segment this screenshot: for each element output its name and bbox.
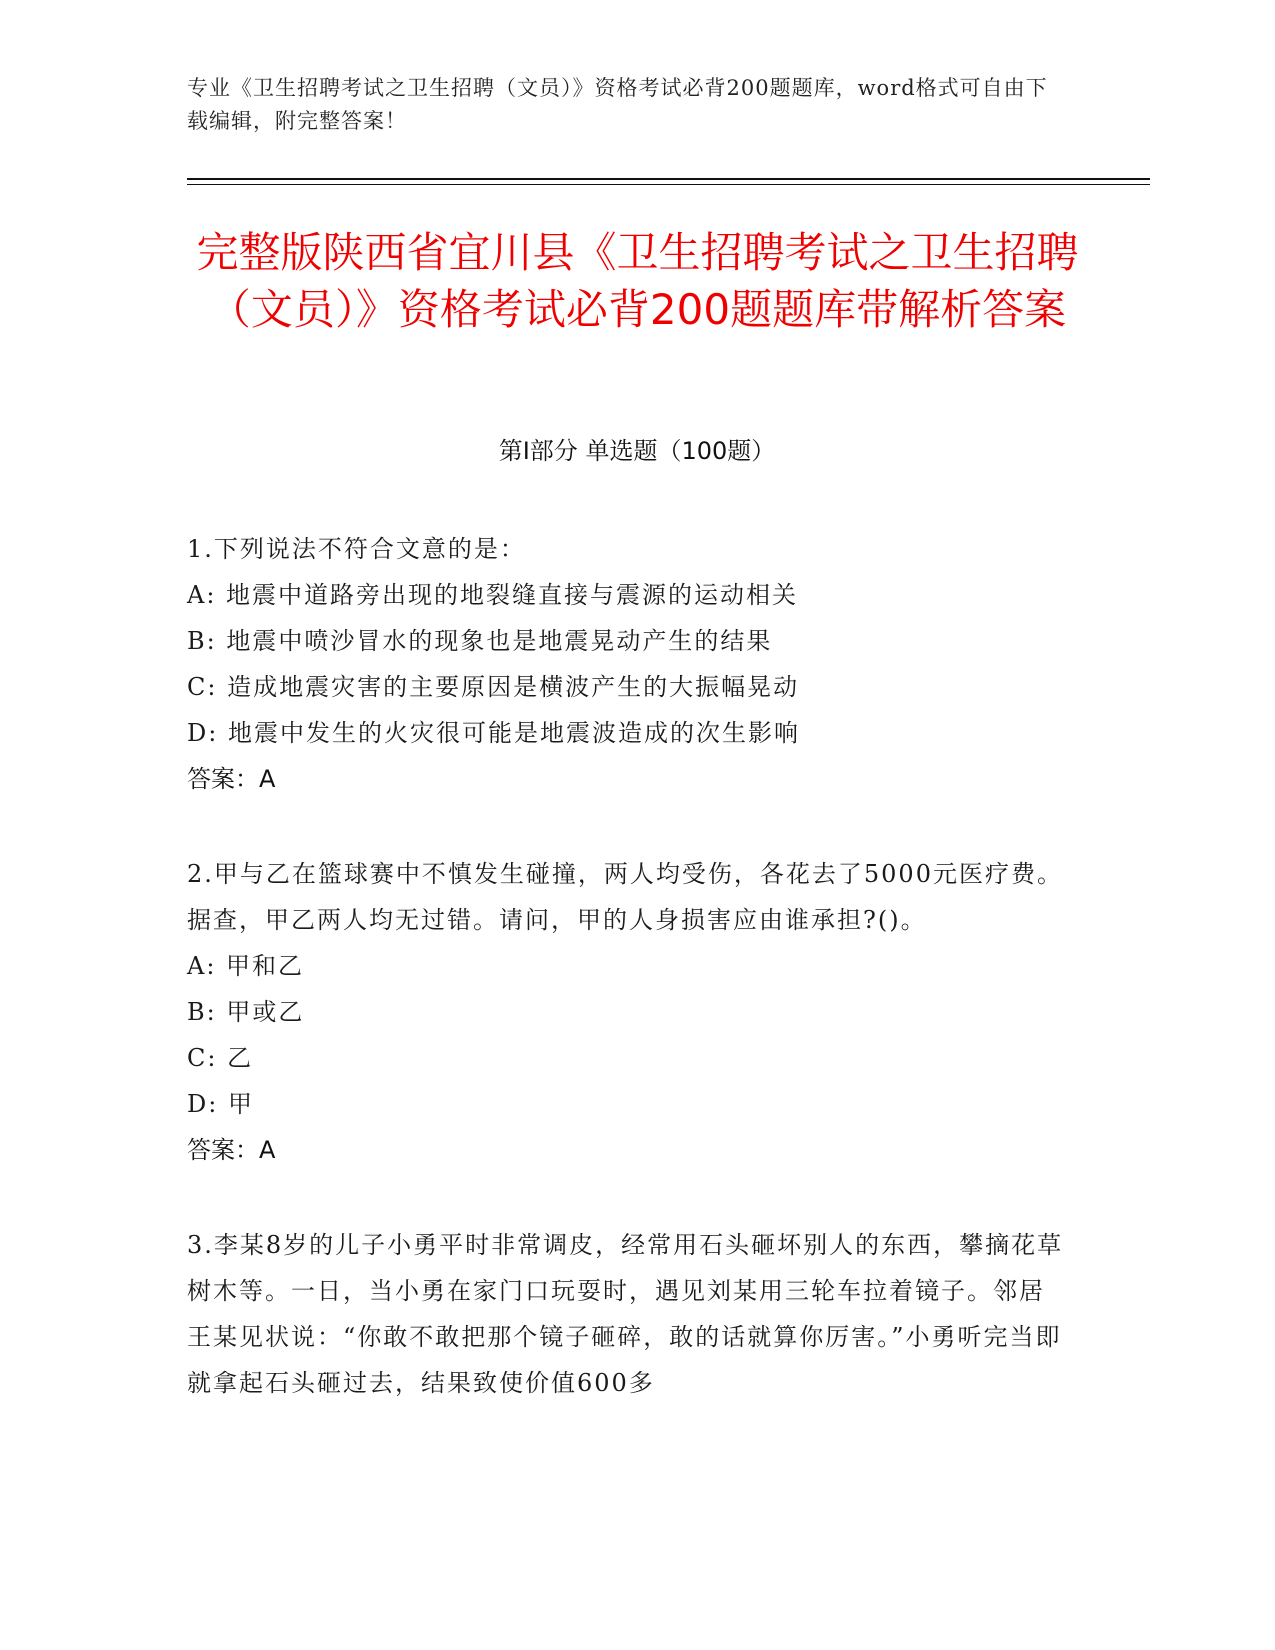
document-title: 完整版陕西省宜川县《卫生招聘考试之卫生招聘（文员）》资格考试必背200题题库带解析答案 — [196, 228, 1079, 334]
option-a: A: 地震中道路旁出现的地裂缝直接与震源的运动相关 — [187, 581, 799, 609]
question-stem: 3.李某8岁的儿子小勇平时非常调皮，经常用石头砸坏别人的东西，攀摘花草树木等。一日，当小勇在家门口玩耍时，遇见刘某用三轮车拉着镜子。邻居王某见状说：“你敢不敢把那个镜子砸碎，敢的话就算你厉害。”小勇听完当即就拿起石头砸过去，结果致使价值600多 — [187, 1231, 1064, 1397]
question-2 — [187, 851, 1067, 1173]
option-d: D: 地震中发生的火灾很可能是地震波造成的次生影响 — [187, 719, 800, 747]
option-b: B: 地震中喷沙冒水的现象也是地震晃动产生的结果 — [187, 627, 773, 655]
question-3 — [187, 1222, 1067, 1406]
header-note: 专业《卫生招聘考试之卫生招聘（文员）》资格考试必背200题题库，word格式可自由下载编辑，附完整答案！ — [187, 76, 1048, 133]
header-divider-thin — [187, 184, 1150, 185]
section-heading: 第I部分 单选题（100题） — [498, 437, 776, 465]
option-d: D: 甲 — [187, 1090, 254, 1118]
answer-line: 答案：A — [187, 765, 276, 793]
option-c: C: 乙 — [187, 1044, 254, 1072]
question-stem: 2.甲与乙在篮球赛中不慎发生碰撞，两人均受伤，各花去了5000元医疗费。据查，甲乙两人均无过错。请问，甲的人身损害应由谁承担?()。 — [187, 860, 1063, 934]
question-list — [187, 526, 1067, 1455]
header-divider-thick — [187, 178, 1150, 180]
question-stem: 1.下列说法不符合文意的是： — [187, 535, 526, 563]
answer-line: 答案：A — [187, 1136, 276, 1164]
option-c: C: 造成地震灾害的主要原因是横波产生的大振幅晃动 — [187, 673, 800, 701]
option-b: B: 甲或乙 — [187, 998, 305, 1026]
option-a: A: 甲和乙 — [187, 952, 305, 980]
question-1 — [187, 526, 1067, 802]
